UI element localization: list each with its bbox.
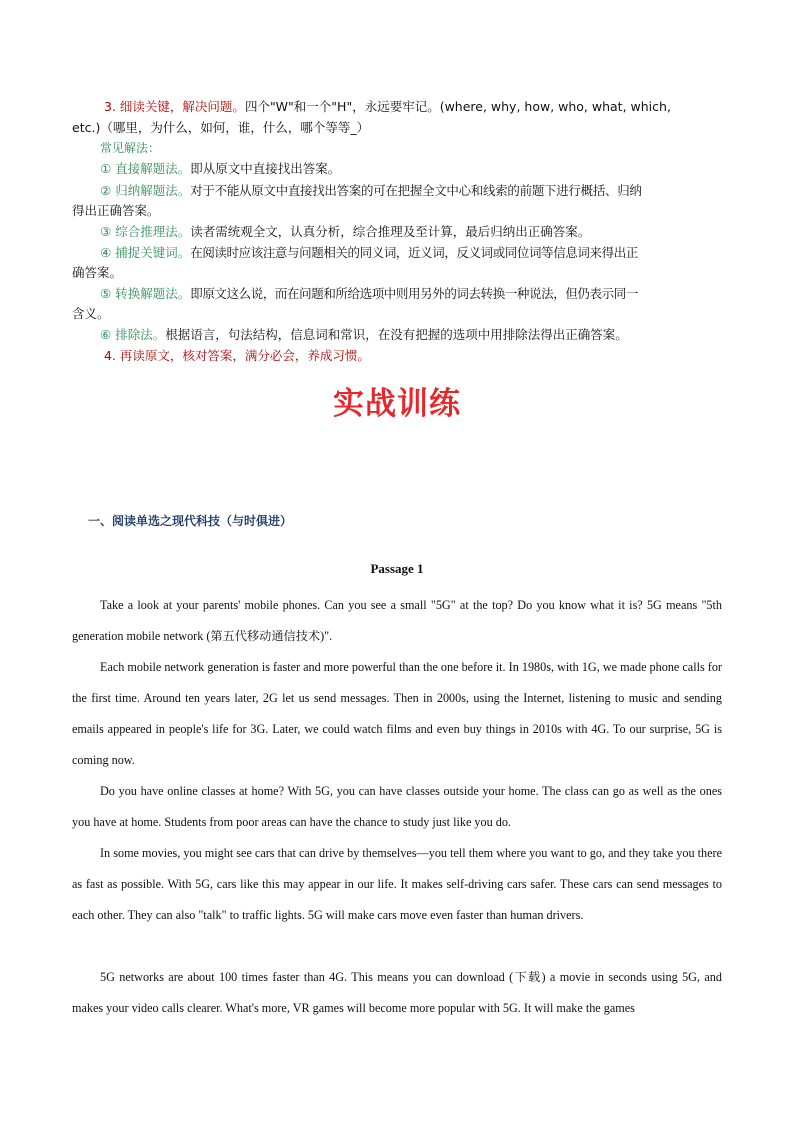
passage-paragraph-1: Take a look at your parents' mobile phones. Can you see a small "5G" at the top? Do you know what it is? 5G means "5th generation mobile network (第五代移动通信技术)". <box>72 598 722 643</box>
method-6-name: 排除法。 <box>115 327 166 342</box>
practice-title: 实战训练 <box>333 386 461 422</box>
passage-paragraph-3: Do you have online classes at home? With 5G, you can have classes outside your home. The class can go as well as the ones you have at home. Students from poor areas can have the chance to study just like you do. <box>72 784 722 829</box>
method-3-mark: ③ <box>100 224 112 239</box>
method-2-desc: 对于不能从原文中直接找出答案的可在把握全文中心和线索的前题下进行概括、归纳 <box>190 183 642 198</box>
method-6-mark: ⑥ <box>100 327 112 342</box>
passage-paragraph-4: In some movies, you might see cars that can drive by themselves—you tell them where you want to go, and they take you there as fast as possible. With 5G, cars like this may appear in our life. It makes self-driving cars safer. These cars can send messages to each other. They can also "talk" to traffic lights. 5G will make cars move even faster than human drivers. <box>72 846 722 922</box>
method-2-name: 归纳解题法。 <box>115 183 191 198</box>
method-3 <box>100 221 722 242</box>
method-5-mark: ⑤ <box>100 286 112 301</box>
step3-title: 细读关键，解决问题。 <box>119 99 245 114</box>
passage-paragraph-5: 5G networks are about 100 times faster than 4G. This means you can download (下载) a movie in seconds using 5G, and makes your video calls clearer. What's more, VR games will become more popular with 5G. It will make the games <box>72 970 722 1015</box>
method-5-desc: 即原文这么说，而在问题和所给选项中则用另外的词去转换一种说法，但仍表示同一 <box>190 286 638 301</box>
method-1 <box>100 158 722 179</box>
method-6-desc: 根据语言，句法结构，信息词和常识，在没有把握的选项中用排除法得出正确答案。 <box>165 327 628 342</box>
method-4-desc: 在阅读时应该注意与问题相关的同义词，近义词，反义词或同位词等信息词来得出正 <box>190 245 638 260</box>
method-5-cont: 含义。 <box>72 306 110 321</box>
method-2-mark: ② <box>100 183 112 198</box>
step4-line <box>104 345 722 366</box>
passage-title: Passage 1 <box>370 561 424 576</box>
method-3-desc: 读者需统观全文，认真分析，综合推理及至计算，最后归纳出正确答案。 <box>190 224 591 239</box>
method-4-name: 捕捉关键词。 <box>115 245 191 260</box>
step3-line1 <box>104 96 722 117</box>
method-1-name: 直接解题法。 <box>115 161 191 176</box>
passage-paragraph-2: Each mobile network generation is faster and more powerful than the one before it. In 1980s, with 1G, we made phone calls for the first time. Around ten years later, 2G let us send messages. Then in 2000s, using the Internet, listening to music and sending emails appeared in people's life for 3G. Later, we could watch films and even buy things in 2010s with 4G. To our surprise, 5G is coming now. <box>72 660 722 767</box>
step4-text: 再读原文，核对答案，满分必会，养成习惯。 <box>119 348 370 363</box>
method-2 <box>100 180 722 201</box>
method-4-mark: ④ <box>100 245 112 260</box>
section-heading: 一、阅读单选之现代科技（与时俱进） <box>88 514 293 528</box>
step4-number: 4. <box>104 348 116 363</box>
method-5-name: 转换解题法。 <box>115 286 191 301</box>
method-3-name: 综合推理法。 <box>115 224 191 239</box>
step3-line2: etc.)（哪里，为什么，如何，谁，什么，哪个等等_） <box>72 120 370 135</box>
method-1-mark: ① <box>100 161 112 176</box>
common-methods-label: 常见解法： <box>100 141 161 155</box>
step3-number: 3. <box>104 99 116 114</box>
method-6 <box>100 324 722 345</box>
step3-text-line1: 四个"W"和一个"H"，永远要牢记。(where, why, how, who, what, which, <box>244 99 671 114</box>
method-4-cont: 确答案。 <box>72 265 123 280</box>
method-5 <box>100 283 722 304</box>
method-2-cont: 得出正确答案。 <box>72 203 160 218</box>
method-1-desc: 即从原文中直接找出答案。 <box>190 161 341 176</box>
method-4 <box>100 242 722 263</box>
